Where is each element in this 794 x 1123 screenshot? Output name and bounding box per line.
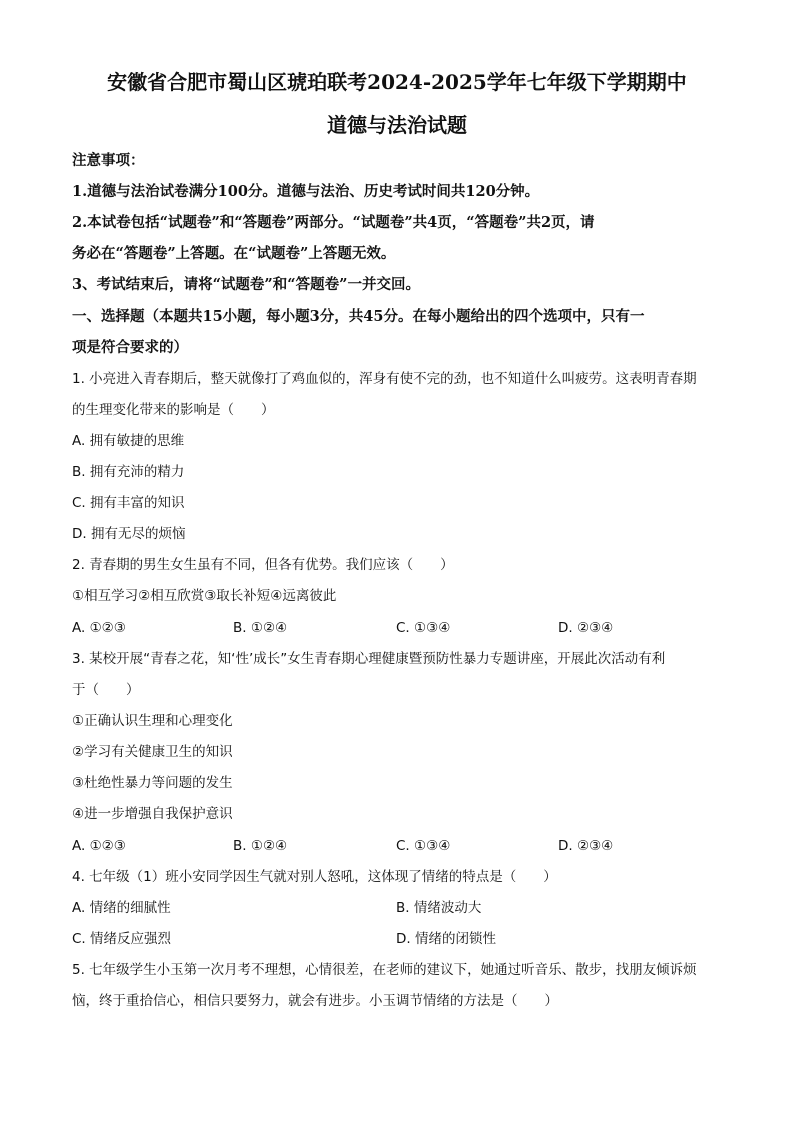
question-3-option-b: B. ①②④ (233, 838, 288, 854)
question-3-statement-3: ③杜绝性暴力等问题的发生 (72, 775, 233, 791)
section-heading-line1: 一、选择题（本题共15小题，每小题3分，共45分。在每小题给出的四个选项中，只有一 (72, 308, 645, 325)
exam-title-line2: 道德与法治试题 (327, 113, 467, 137)
question-4-option-b: B. 情绪波动大 (396, 900, 482, 916)
question-4-option-a: A. 情绪的细腻性 (72, 900, 171, 916)
question-2-statements: ①相互学习②相互欣赏③取长补短④远离彼此 (72, 588, 337, 604)
question-1-option-c: C. 拥有丰富的知识 (72, 495, 185, 511)
question-4-stem: 4. 七年级（1）班小安同学因生气就对别人怒吼，这体现了情绪的特点是（ ） (72, 869, 557, 885)
section-heading-line2: 项是符合要求的） (72, 339, 188, 356)
question-3-statement-2: ②学习有关健康卫生的知识 (72, 744, 233, 760)
question-3-option-a: A. ①②③ (72, 838, 126, 854)
note-item-1: 1.道德与法治试卷满分100分。道德与法治、历史考试时间共120分钟。 (72, 183, 540, 200)
question-3-statement-4: ④进一步增强自我保护意识 (72, 806, 233, 822)
question-1-option-d: D. 拥有无尽的烦恼 (72, 526, 186, 542)
exam-title-line1: 安徽省合肥市蜀山区琥珀联考2024-2025学年七年级下学期期中 (107, 70, 687, 94)
question-1-stem-line2: 的生理变化带来的影响是（ ） (72, 402, 275, 418)
question-3-option-d: D. ②③④ (558, 838, 614, 854)
question-3-statement-1: ①正确认识生理和心理变化 (72, 713, 233, 729)
question-2-option-a: A. ①②③ (72, 620, 126, 636)
question-5-stem-line1: 5. 七年级学生小玉第一次月考不理想，心情很差，在老师的建议下，她通过听音乐、散步，找朋友倾诉烦 (72, 962, 697, 978)
note-item-2-line2: 务必在“答题卷”上答题。在“试题卷”上答题无效。 (72, 245, 396, 262)
question-4-option-d: D. 情绪的闭锁性 (396, 931, 496, 947)
question-3-stem-line1: 3. 某校开展“青春之花，知‘性’成长”女生青春期心理健康暨预防性暴力专题讲座，开展此次活动有利 (72, 651, 666, 667)
notes-heading: 注意事项： (72, 152, 145, 169)
question-2-stem: 2. 青春期的男生女生虽有不同，但各有优势。我们应该（ ） (72, 557, 454, 573)
question-3-option-c: C. ①③④ (396, 838, 451, 854)
question-1-option-a: A. 拥有敏捷的思维 (72, 433, 185, 449)
question-2-option-b: B. ①②④ (233, 620, 288, 636)
question-4-option-c: C. 情绪反应强烈 (72, 931, 172, 947)
question-1-stem-line1: 1. 小亮进入青春期后，整天就像打了鸡血似的，浑身有使不完的劲，也不知道什么叫疲劳。这表明青春期 (72, 371, 697, 387)
question-2-option-d: D. ②③④ (558, 620, 614, 636)
note-item-2-line1: 2.本试卷包括“试题卷”和“答题卷”两部分。“试题卷”共4页，“答题卷”共2页，请 (72, 214, 595, 231)
note-item-3: 3、考试结束后，请将“试题卷”和“答题卷”一并交回。 (72, 276, 420, 293)
question-3-stem-line2: 于（ ） (72, 682, 140, 698)
question-1-option-b: B. 拥有充沛的精力 (72, 464, 185, 480)
question-2-option-c: C. ①③④ (396, 620, 451, 636)
question-5-stem-line2: 恼，终于重拾信心，相信只要努力，就会有进步。小玉调节情绪的方法是（ ） (72, 993, 558, 1009)
